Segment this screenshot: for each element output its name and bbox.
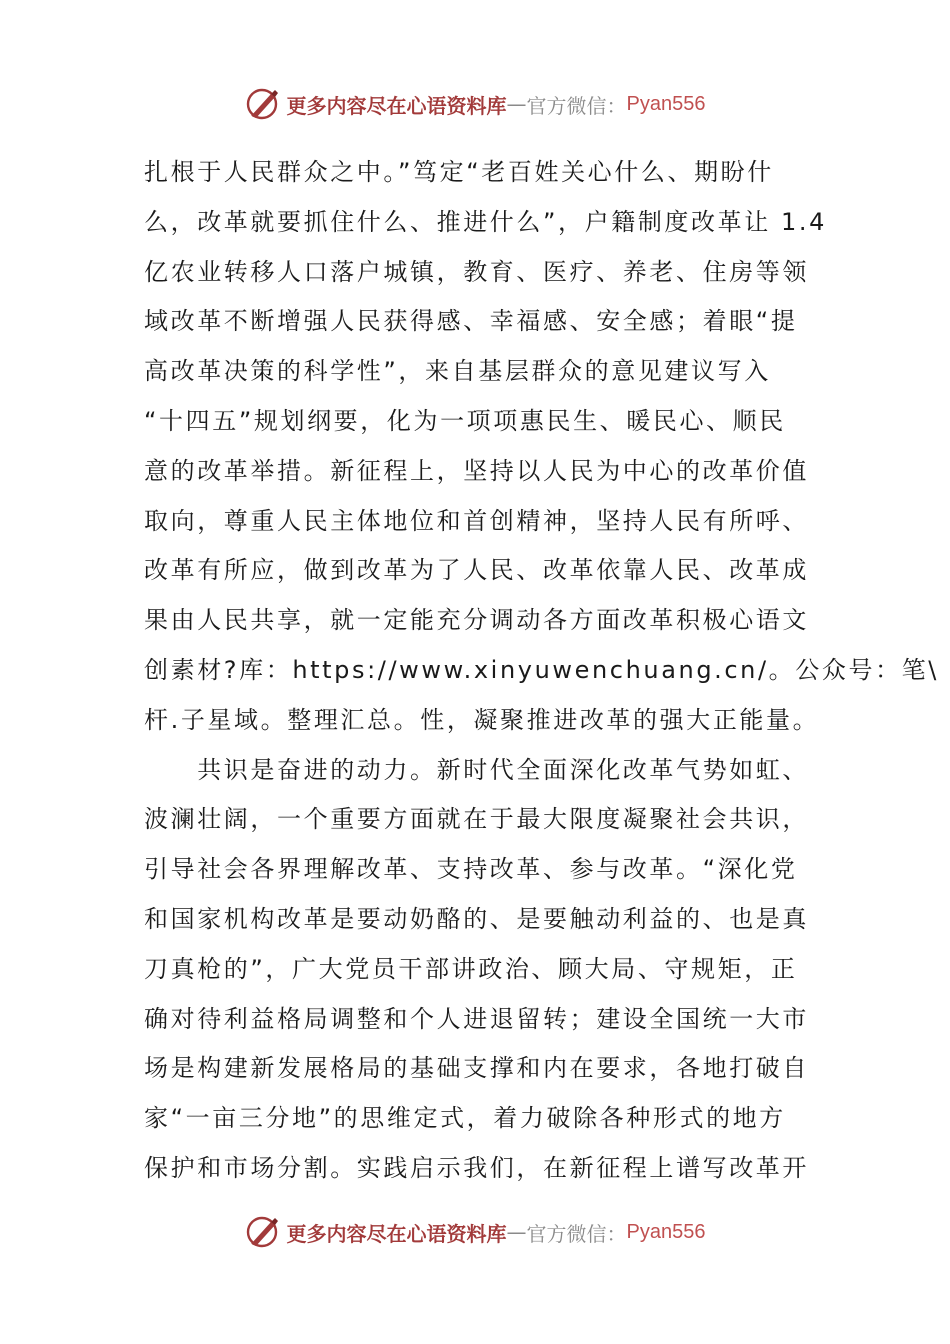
footer-official-label: 官方微信： xyxy=(526,1221,627,1246)
article-body xyxy=(144,148,939,1194)
pen-logo-icon xyxy=(245,1214,281,1250)
text-line: 共识是奋进的动力。新时代全面深化改革气势如虹、 xyxy=(144,755,809,784)
header-official-label: 官方微信： xyxy=(526,93,627,118)
text-line: 扎根于人民群众之中。”笃定“老百姓关心什么、期盼什 xyxy=(144,158,774,186)
text-line: 么，改革就要抓住什么、推进什么”，户籍制度改革让 1.4 xyxy=(144,207,828,236)
text-line: 场是构建新发展格局的基础支撑和内在要求，各地打破自 xyxy=(144,1054,809,1083)
text-line: 保护和市场分割。实践启示我们，在新征程上谱写改革开 xyxy=(144,1153,809,1182)
text-line: 高改革决策的科学性”，来自基层群众的意见建议写入 xyxy=(144,357,771,386)
text-line: 取向，尊重人民主体地位和首创精神，坚持人民有所呼、 xyxy=(144,506,809,535)
text-line: 和国家机构改革是要动奶酪的、是要触动利益的、也是真 xyxy=(144,904,809,933)
footer-brand: 更多内容尽在心语资料库 xyxy=(286,1221,507,1246)
text-line: 波澜壮阔，一个重要方面就在于最大限度凝聚社会共识， xyxy=(144,805,809,834)
text-line: 改革有所应，做到改革为了人民、改革依靠人民、改革成 xyxy=(144,556,809,585)
text-line: 果由人民共享，就一定能充分调动各方面改革积极心语文 xyxy=(144,606,809,635)
text-line: 杆.子星域。整理汇总。性，凝聚推进改革的强大正能量。 xyxy=(144,705,820,734)
text-line: 家“一亩三分地”的思维定式，着力破除各种形式的地方 xyxy=(144,1104,786,1133)
pen-logo-icon xyxy=(245,86,281,122)
text-line: “十四五”规划纲要，化为一项项惠民生、暖民心、顺民 xyxy=(144,406,786,435)
text-line: 域改革不断增强人民获得感、幸福感、安全感；着眼“提 xyxy=(144,307,798,336)
text-line: 亿农业转移人口落户城镇，教育、医疗、养老、住房等领 xyxy=(144,257,809,286)
text-line: 创素材?库：https://www.xinyuwenchuang.cn/。公众号：笔\ xyxy=(144,655,939,684)
text-line: 意的改革举措。新征程上，坚持以人民为中心的改革价值 xyxy=(144,456,809,485)
footer-dash: — xyxy=(506,1220,527,1244)
text-line: 确对待利益格局调整和个人进退留转；建设全国统一大市 xyxy=(144,1004,809,1033)
header-brand: 更多内容尽在心语资料库 xyxy=(286,93,507,118)
header-banner-text xyxy=(287,90,706,119)
text-line: 刀真枪的”，广大党员干部讲政治、顾大局、守规矩，正 xyxy=(144,954,798,983)
footer-wechat-id: Pyan556 xyxy=(626,1220,706,1243)
text-line: 引导社会各界理解改革、支持改革、参与改革。“深化党 xyxy=(144,855,798,884)
header-dash: — xyxy=(506,92,527,116)
header-wechat-id: Pyan556 xyxy=(626,92,706,115)
header-banner xyxy=(0,84,950,124)
footer-banner xyxy=(0,1212,950,1252)
footer-banner-text xyxy=(287,1218,706,1247)
